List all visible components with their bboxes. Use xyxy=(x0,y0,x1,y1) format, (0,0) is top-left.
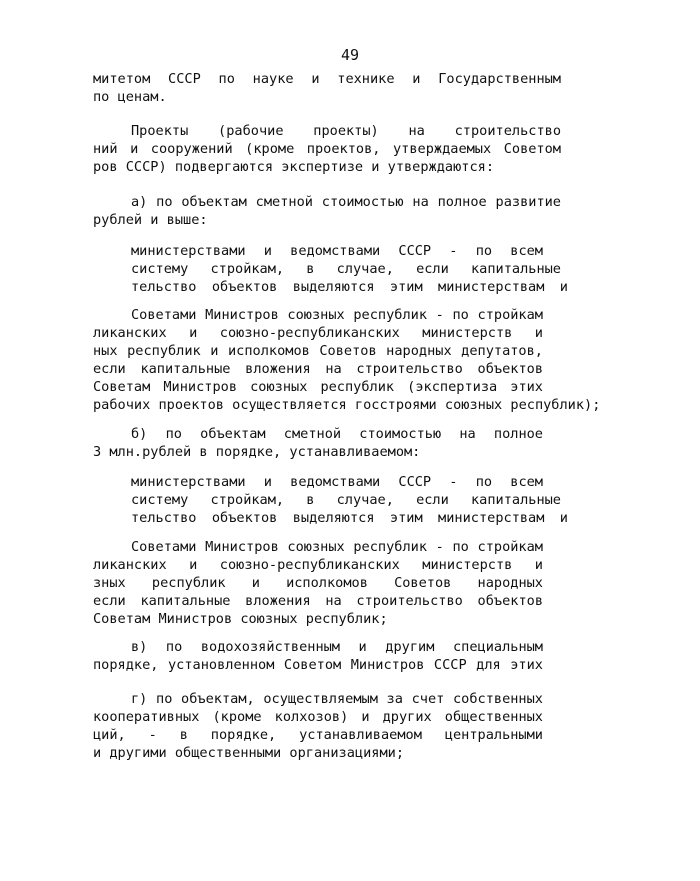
text-line: ликанских и союзно-республиканских министерств и xyxy=(93,557,543,573)
text-line: рублей и выше: xyxy=(93,212,208,228)
text-line: ров СССР) подвергаются экспертизе и утверждаются: xyxy=(93,159,495,175)
text-line: б) по объектам сметной стоимостью на полное xyxy=(131,426,543,442)
text-line: г) по объектам, осуществляемым за счет собственных xyxy=(131,691,543,707)
text-line: Советами Министров союзных республик - по стройкам xyxy=(131,539,543,555)
text-line: ций, - в порядке, устанавливаемом центральными xyxy=(93,727,543,743)
text-line: систему стройкам, в случае, если капитальные xyxy=(131,492,561,508)
text-line: Советам Министров союзных республик (экспертиза этих xyxy=(93,379,543,395)
text-line: ний и сооружений (кроме проектов, утверждаемых Советом xyxy=(93,141,561,157)
page-number: 49 xyxy=(340,46,360,64)
text-line: если капитальные вложения на строительство объектов xyxy=(93,361,543,377)
text-line: ных республик и исполкомов Советов народных депутатов, xyxy=(93,343,543,359)
text-line: а) по объектам сметной стоимостью на полное развитие xyxy=(131,194,561,210)
text-line: кооперативных (кроме колхозов) и других общественных xyxy=(93,709,543,725)
text-line: зных республик и исполкомов Советов народных xyxy=(93,575,543,591)
text-line: порядке, установленном Советом Министров СССР для этих xyxy=(93,657,543,673)
text-line: если капитальные вложения на строительство объектов xyxy=(93,593,543,609)
text-line: митетом СССР по науке и технике и Государственным xyxy=(93,71,561,87)
text-line: Проекты (рабочие проекты) на строительство xyxy=(131,123,561,139)
text-line: министерствами и ведомствами СССР - по всем xyxy=(131,474,543,490)
text-line: в) по водохозяйственным и другим специальным xyxy=(131,639,543,655)
text-line: рабочих проектов осуществляется госстроями союзных республик); xyxy=(93,397,601,413)
text-line: ликанских и союзно-республиканских министерств и xyxy=(93,325,543,341)
text-line: тельство объектов выделяются этим министерствам и xyxy=(131,510,568,526)
text-line: министерствами и ведомствами СССР - по всем xyxy=(131,243,543,259)
text-line: тельство объектов выделяются этим министерствам и xyxy=(131,279,568,295)
text-line: Советами Министров союзных республик - по стройкам xyxy=(131,307,543,323)
text-line: систему стройкам, в случае, если капитальные xyxy=(131,261,561,277)
text-line: Советам Министров союзных республик; xyxy=(93,611,388,627)
text-line: 3 млн.рублей в порядке, устанавливаемом: xyxy=(93,444,421,460)
text-line: по ценам. xyxy=(93,89,167,105)
text-line: и другими общественными организациями; xyxy=(93,745,404,761)
